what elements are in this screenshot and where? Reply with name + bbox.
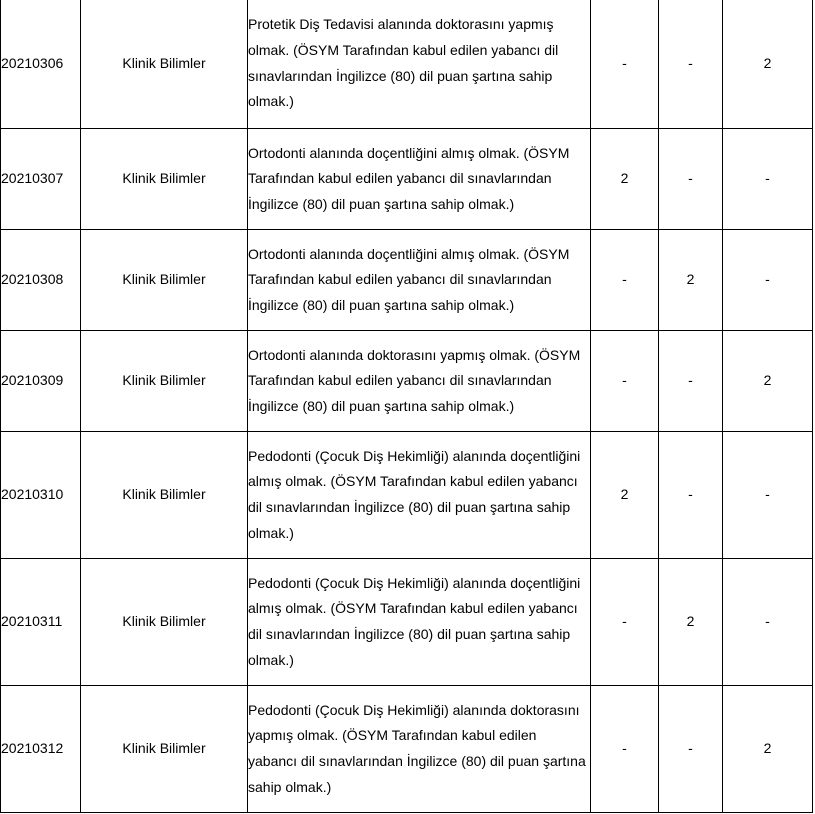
department-name: Klinik Bilimler (81, 559, 248, 686)
requirement-line: Ortodonti alanında doçentliğini almış olmak. (ÖSYM (248, 245, 570, 262)
department-name: Klinik Bilimler (81, 331, 248, 432)
table-row (1, 0, 813, 129)
requirement-line: Pedodonti (Çocuk Diş Hekimliği) alanında doçentliğini (248, 574, 581, 591)
count-cell-1: 2 (591, 432, 659, 559)
table-row (1, 432, 813, 559)
department-name: Klinik Bilimler (81, 230, 248, 331)
requirement-line: Tarafından kabul edilen yabancı dil sınavlarından (248, 170, 552, 187)
requirement-line: olmak.) (248, 651, 294, 668)
count-cell-2: - (659, 0, 723, 129)
position-code: 20210307 (1, 129, 81, 230)
requirement-line: Pedodonti (Çocuk Diş Hekimliği) alanında doçentliğini (248, 447, 581, 464)
count-cell-1: - (591, 230, 659, 331)
position-code: 20210311 (1, 559, 81, 686)
position-code: 20210306 (1, 0, 81, 129)
count-cell-2: - (659, 331, 723, 432)
requirement-line: Tarafından kabul edilen yabancı dil sınavlarından (248, 271, 552, 288)
requirement-line: yapmış olmak. (ÖSYM Tarafından kabul edilen (248, 727, 537, 744)
requirement-line: Ortodonti alanında doktorasını yapmış olmak. (ÖSYM (248, 346, 581, 363)
table-row (1, 230, 813, 331)
count-cell-3: - (723, 129, 813, 230)
requirement-line: almış olmak. (ÖSYM Tarafından kabul edilen yabancı (248, 600, 578, 617)
requirement-line: İngilizce (80) dil puan şartına sahip olmak.) (248, 296, 515, 313)
table-row (1, 129, 813, 230)
requirement-line: Protetik Diş Tedavisi alanında doktorasını yapmış (248, 16, 554, 33)
count-cell-3: - (723, 432, 813, 559)
department-name: Klinik Bilimler (81, 129, 248, 230)
requirement-line: olmak.) (248, 524, 294, 541)
table-row (1, 559, 813, 686)
count-cell-3: 2 (723, 331, 813, 432)
count-cell-1: - (591, 0, 659, 129)
requirement-text (248, 331, 591, 432)
requirement-text (248, 686, 591, 813)
count-cell-3: 2 (723, 0, 813, 129)
position-code: 20210310 (1, 432, 81, 559)
count-cell-2: 2 (659, 230, 723, 331)
requirement-line: sahip olmak.) (248, 778, 332, 795)
department-name: Klinik Bilimler (81, 0, 248, 129)
table-row (1, 686, 813, 813)
requirement-text (248, 129, 591, 230)
department-name: Klinik Bilimler (81, 432, 248, 559)
count-cell-1: 2 (591, 129, 659, 230)
count-cell-2: 2 (659, 559, 723, 686)
requirement-line: sınavlarından İngilizce (80) dil puan şartına sahip (248, 67, 553, 84)
table-row (1, 331, 813, 432)
count-cell-2: - (659, 686, 723, 813)
table-body (1, 0, 813, 813)
count-cell-3: - (723, 230, 813, 331)
requirement-line: dil sınavlarından İngilizce (80) dil puan şartına sahip (248, 499, 571, 515)
count-cell-1: - (591, 559, 659, 686)
requirement-line: dil sınavlarından İngilizce (80) dil puan şartına sahip (248, 626, 571, 642)
department-name: Klinik Bilimler (81, 686, 248, 813)
requirement-line: Pedodonti (Çocuk Diş Hekimliği) alanında doktorasını (248, 701, 580, 718)
requirement-line: olmak. (ÖSYM Tarafından kabul edilen yabancı dil (248, 41, 559, 58)
count-cell-3: 2 (723, 686, 813, 813)
requirement-line: Ortodonti alanında doçentliğini almış olmak. (ÖSYM (248, 144, 570, 161)
count-cell-1: - (591, 331, 659, 432)
requirement-line: İngilizce (80) dil puan şartına sahip olmak.) (248, 397, 515, 414)
count-cell-2: - (659, 129, 723, 230)
requirement-line: İngilizce (80) dil puan şartına sahip olmak.) (248, 195, 515, 212)
position-code: 20210309 (1, 331, 81, 432)
count-cell-1: - (591, 686, 659, 813)
position-code: 20210308 (1, 230, 81, 331)
requirement-text (248, 0, 591, 129)
count-cell-2: - (659, 432, 723, 559)
count-cell-3: - (723, 559, 813, 686)
requirement-text (248, 230, 591, 331)
requirement-text (248, 432, 591, 559)
requirement-line: almış olmak. (ÖSYM Tarafından kabul edilen yabancı (248, 473, 578, 490)
requirement-line: Tarafından kabul edilen yabancı dil sınavlarından (248, 372, 552, 389)
requirement-line: olmak.) (248, 93, 294, 110)
requirement-text (248, 559, 591, 686)
position-code: 20210312 (1, 686, 81, 813)
requirement-line: yabancı dil sınavlarından İngilizce (80) dil puan şartına (248, 753, 586, 769)
